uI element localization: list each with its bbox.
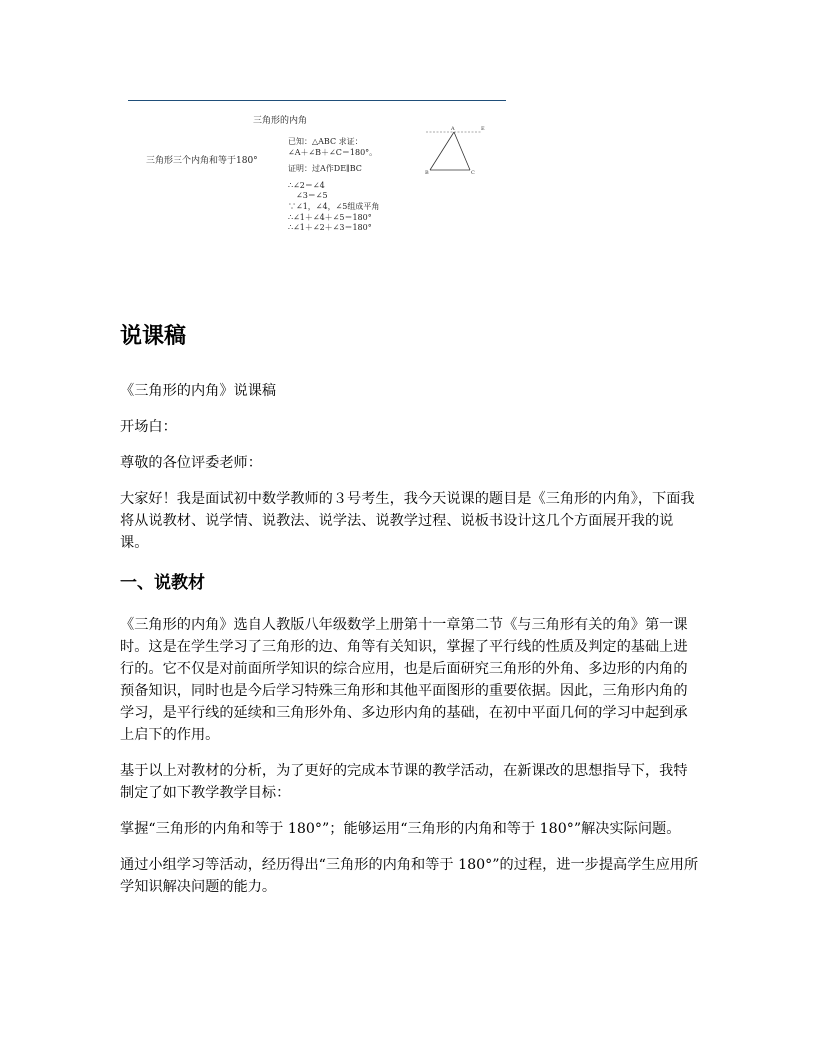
proof-line: ∴∠1＋∠2＋∠3＝180° xyxy=(288,223,372,233)
vertex-c-label: C xyxy=(471,170,475,176)
section-heading-textbook: 一、说教材 xyxy=(120,573,205,593)
document-title: 说课稿 xyxy=(120,324,187,349)
side-ab xyxy=(430,132,454,170)
proof-line: ∠A＋∠B＋∠C＝180°。 xyxy=(288,147,378,157)
triangle-figure xyxy=(424,124,486,176)
lesson-slide-image xyxy=(128,100,508,250)
objectives-intro-paragraph: 基于以上对教材的分析，为了更好的完成本节课的教学活动，在新课改的思想指导下，我特制定了如下教学教学目标： xyxy=(120,763,688,801)
slide-claim: 三角形三个内角和等于180° xyxy=(146,156,258,166)
vertex-a-label: A xyxy=(451,126,455,132)
vertex-b-label: B xyxy=(425,170,429,176)
slide-title: 三角形的内角 xyxy=(253,116,308,126)
proof-block xyxy=(288,137,418,234)
proof-line: 证明：过A作DE∥BC xyxy=(288,164,362,174)
slide-divider xyxy=(128,100,506,101)
point-e-label: E xyxy=(481,126,485,132)
proof-line: 已知：△ABC 求证： xyxy=(288,137,363,146)
document-body xyxy=(120,320,700,912)
objective-knowledge-paragraph: 掌握“三角形的内角和等于 180°”；能够运用“三角形的内角和等于 180°”解决实际问题。 xyxy=(120,821,681,837)
opening-label: 开场白： xyxy=(120,419,177,435)
proof-line: ∵∠1，∠4，∠5组成平角 xyxy=(288,201,380,211)
proof-line: ∠3＝∠5 xyxy=(296,191,328,201)
objective-process-paragraph: 通过小组学习等活动，经历得出“三角形的内角和等于 180°”的过程，进一步提高学生应用所学知识解决问题的能力。 xyxy=(120,857,699,895)
salutation: 尊敬的各位评委老师： xyxy=(120,455,262,471)
side-ac xyxy=(454,132,470,170)
intro-paragraph: 大家好！我是面试初中数学教师的３号考生，我今天说课的题目是《三角形的内角》，下面我将从说教材、说学情、说教法、说学法、说教学过程、说板书设计这几个方面展开我的说课。 xyxy=(120,491,695,551)
textbook-analysis-paragraph: 《三角形的内角》选自人教版八年级数学上册第十一章第二节《与三角形有关的角》第一课时。这是在学生学习了三角形的边、角等有关知识，掌握了平行线的性质及判定的基础上进行的。它不仅是对前面所学知识的综合应用，也是后面研究三角形的外角、多边形的内角的预备知识，同时也是今后学习特殊三角形和其他平面图形的重要依据。因此，三角形内角的学习，是平行线的延续和三角形外角、多边形内角的基础，在初中平面几何的学习中起到承上启下的作用。 xyxy=(120,617,688,743)
lesson-title-line: 《三角形的内角》说课稿 xyxy=(120,383,277,399)
proof-line: ∴∠2＝∠4 xyxy=(288,180,325,190)
proof-line: ∴∠1＋∠4＋∠5＝180° xyxy=(288,212,372,222)
